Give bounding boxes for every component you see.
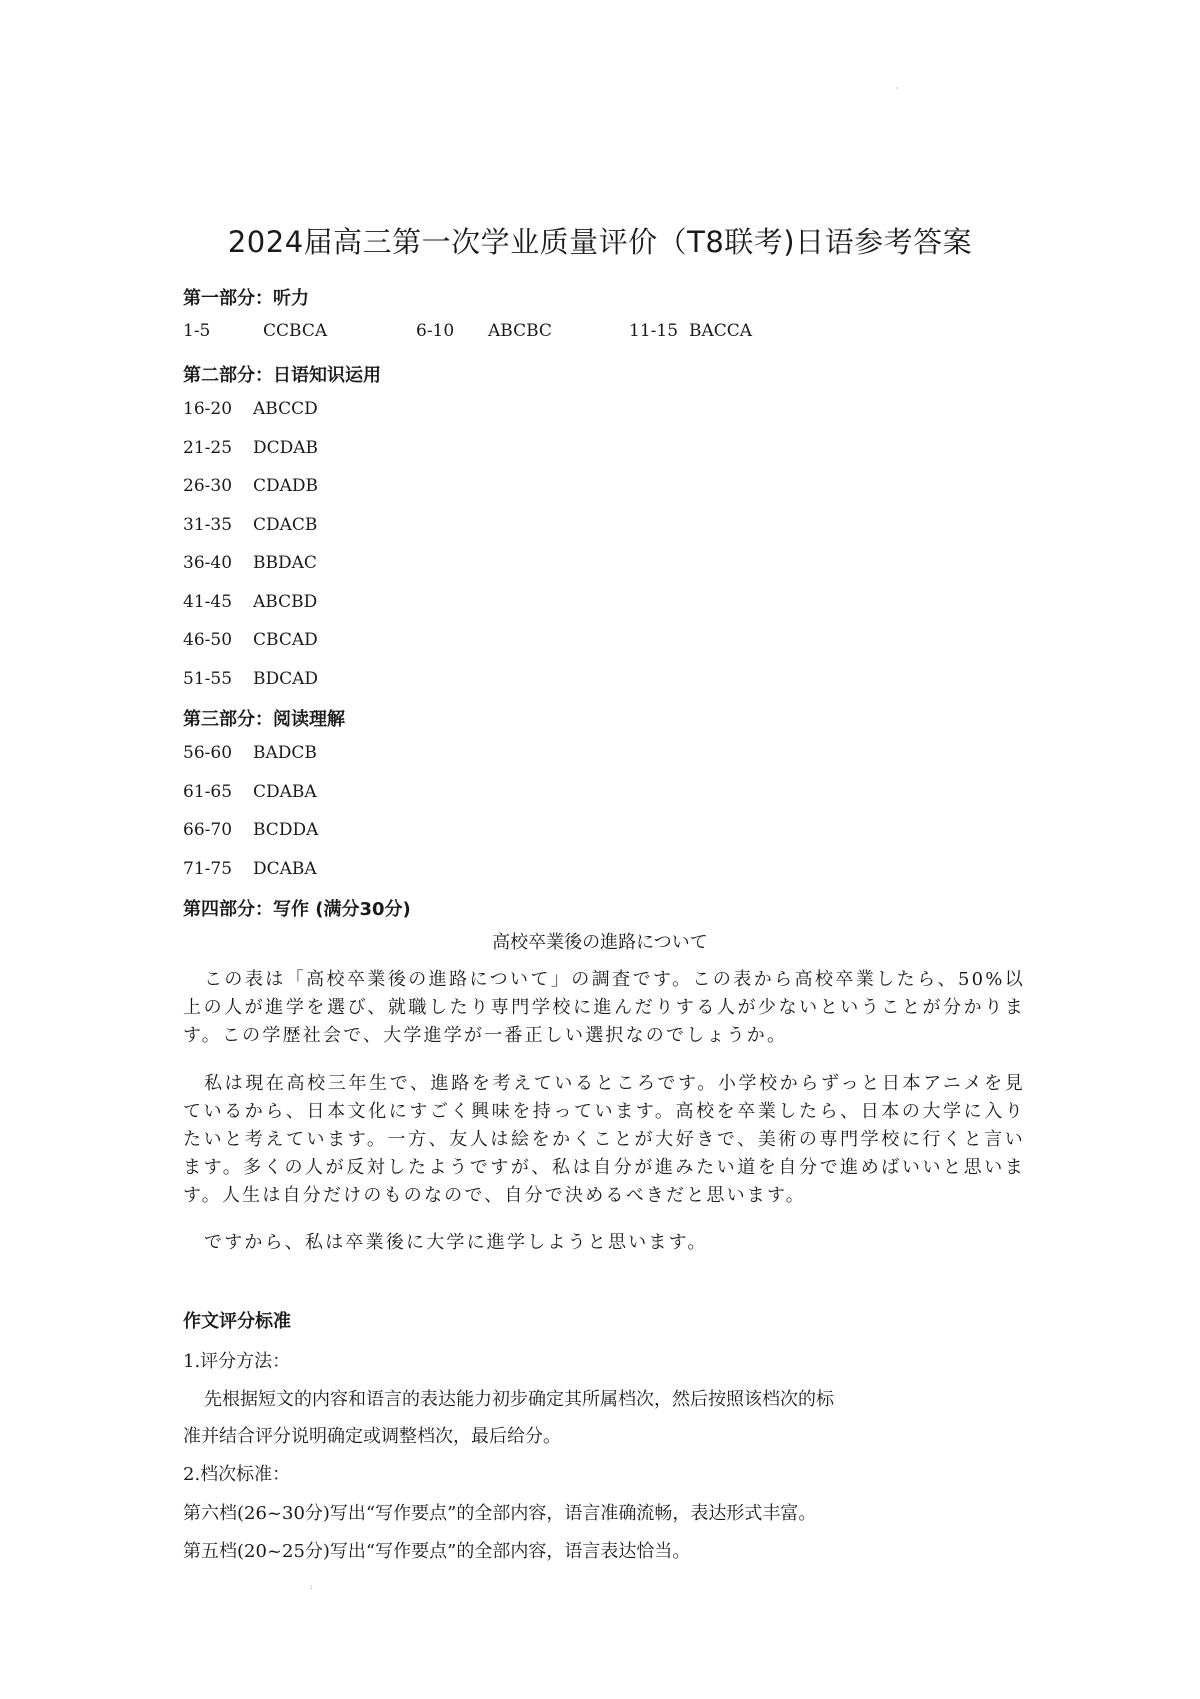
answer-letters: BCDDA xyxy=(253,820,319,840)
answer-row xyxy=(183,553,317,573)
criteria-method-line-2: 准并结合评分说明确定或调整档次，最后给分。 xyxy=(183,1426,561,1447)
answer-letters: CDADB xyxy=(253,476,319,496)
part1-heading: 第一部分：听力 xyxy=(183,288,309,309)
answer-letters: CBCAD xyxy=(253,630,318,650)
part1-answers-3: BACCA xyxy=(689,321,753,341)
essay-paragraph-2: 私は現在高校三年生で、進路を考えているところです。小学校からずっと日本アニメを見ているから、日本文化にすごく興味を持っています。高校を卒業したら、日本の大学に入りたいと考えています。一方、友人は絵をかくことが大好きで、美術の専門学校に行くと言います。多くの人が反対したようですが、私は自分が進みたい道を自分で進めばいいと思います。人生は自分だけのものなので、自分で決めるべきだと思います。 xyxy=(183,1073,1025,1206)
answer-row xyxy=(183,820,318,840)
part1-range-1: 1-5 xyxy=(183,321,211,341)
answer-range: 16-20 xyxy=(183,399,233,419)
part2-heading: 第二部分：日语知识运用 xyxy=(183,365,381,386)
answer-row xyxy=(183,399,318,419)
answer-range: 26-30 xyxy=(183,476,233,496)
answer-row xyxy=(183,859,317,879)
part3-heading: 第三部分：阅读理解 xyxy=(183,709,345,730)
answer-row xyxy=(183,782,317,802)
answer-range: 56-60 xyxy=(183,743,233,763)
answer-range: 71-75 xyxy=(183,859,233,879)
answer-range: 21-25 xyxy=(183,438,233,458)
page-title: 2024届高三第一次学业质量评价（T8联考)日语参考答案 xyxy=(227,225,973,259)
criteria-level-5: 第五档(20~25分)写出“写作要点”的全部内容，语言表达恰当。 xyxy=(183,1541,691,1562)
part4-heading: 第四部分：写作 (满分30分) xyxy=(183,899,411,920)
part1-answers-2: ABCBC xyxy=(488,321,552,341)
criteria-heading: 作文评分标准 xyxy=(183,1311,291,1332)
answer-letters: CDACB xyxy=(253,515,318,535)
answer-range: 61-65 xyxy=(183,782,233,802)
answer-letters: ABCBD xyxy=(253,592,318,612)
answer-range: 31-35 xyxy=(183,515,233,535)
answer-row xyxy=(183,592,317,612)
criteria-levels-label: 2.档次标准： xyxy=(183,1464,291,1485)
criteria-method-line-1: 先根据短文的内容和语言的表达能力初步确定其所属档次，然后按照该档次的标 xyxy=(204,1389,834,1410)
answer-row xyxy=(183,669,318,689)
answer-letters: BADCB xyxy=(253,743,317,763)
scan-speck: : xyxy=(310,1582,313,1591)
scan-speck: ' xyxy=(896,86,899,95)
criteria-method-label: 1.评分方法： xyxy=(183,1351,291,1372)
answer-letters: BDCAD xyxy=(253,669,319,689)
answer-letters: BBDAC xyxy=(253,553,317,573)
part1-answers-1: CCBCA xyxy=(263,321,328,341)
answer-letters: ABCCD xyxy=(253,399,318,419)
answer-range: 51-55 xyxy=(183,669,233,689)
answer-row xyxy=(183,743,317,763)
answer-range: 66-70 xyxy=(183,820,233,840)
criteria-level-6: 第六档(26~30分)写出“写作要点”的全部内容，语言准确流畅，表达形式丰富。 xyxy=(183,1503,817,1524)
answer-range: 46-50 xyxy=(183,630,233,650)
essay-paragraph-1: この表は「高校卒業後の進路について」の調査です。この表から高校卒業したら、50%以上の人が進学を選び、就職したり専門学校に進んだりする人が少ないということが分かります。この学歴社会で、大学進学が一番正しい選択なのでしょうか。 xyxy=(183,969,1025,1046)
answer-letters: DCDAB xyxy=(253,438,319,458)
answer-row xyxy=(183,476,318,496)
answer-row xyxy=(183,630,318,650)
part1-range-3: 11-15 xyxy=(629,321,679,341)
answer-row xyxy=(183,438,318,458)
essay-paragraph-3: ですから、私は卒業後に大学に進学しようと思います。 xyxy=(204,1232,708,1253)
answer-range: 41-45 xyxy=(183,592,233,612)
part1-range-2: 6-10 xyxy=(416,321,455,341)
essay-title: 高校卒業後の進路について xyxy=(492,932,708,953)
answer-range: 36-40 xyxy=(183,553,233,573)
answer-letters: CDABA xyxy=(253,782,317,802)
answer-row xyxy=(183,515,317,535)
answer-letters: DCABA xyxy=(253,859,317,879)
